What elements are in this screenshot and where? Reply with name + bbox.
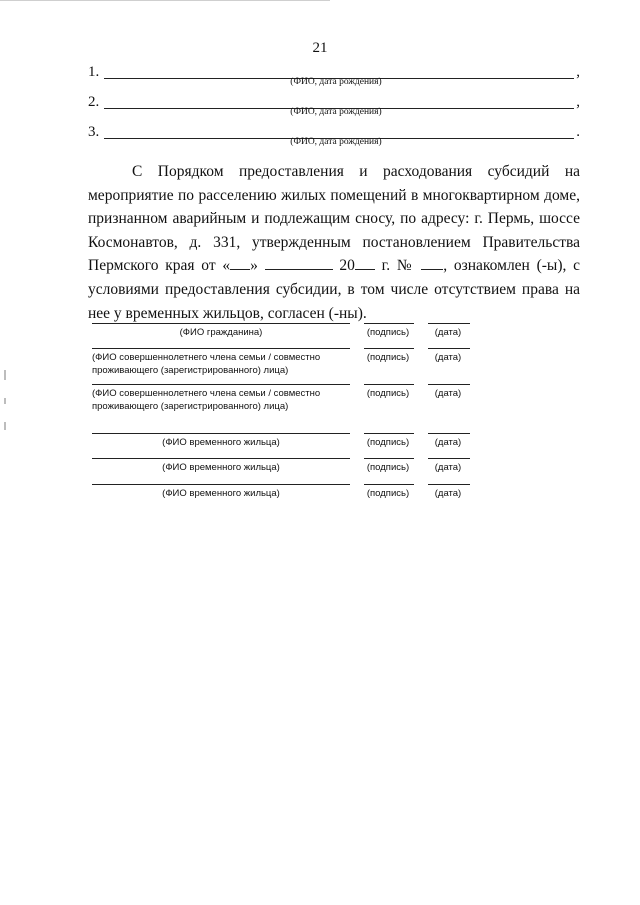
fio-line-number: 2.: [88, 94, 100, 110]
podpis-signature-rule[interactable]: [364, 348, 414, 349]
fio-label: (ФИО совершеннолетнего члена семьи / совместно проживающего (зарегистрированного) лица): [92, 352, 321, 376]
signature-row-family-member: [92, 348, 472, 388]
date-label: (дата): [434, 327, 462, 338]
date-signature-rule[interactable]: [428, 484, 470, 485]
month-blank[interactable]: [265, 257, 333, 270]
podpis-signature-rule[interactable]: [364, 323, 414, 324]
fio-line-punct: .: [576, 124, 580, 140]
scan-top-edge: [0, 0, 330, 1]
scan-artifact: [4, 398, 6, 404]
date-label: (дата): [434, 352, 462, 363]
podpis-label: (подпись): [366, 352, 410, 363]
date-signature-rule[interactable]: [428, 458, 470, 459]
fio-line-punct: ,: [576, 64, 580, 80]
date-label: (дата): [434, 488, 462, 499]
date-signature-rule[interactable]: [428, 323, 470, 324]
date-signature-rule[interactable]: [428, 348, 470, 349]
statement-text: 20: [332, 257, 355, 275]
podpis-signature-rule[interactable]: [364, 433, 414, 434]
fio-label: (ФИО совершеннолетнего члена семьи / совместно проживающего (зарегистрированного) лица): [92, 388, 321, 412]
date-label: (дата): [434, 388, 462, 399]
fio-signature-rule[interactable]: [92, 323, 350, 324]
fio-line-number: 3.: [88, 124, 100, 140]
statement-text: С Порядком предоставления и расходования субсидий на мероприятие по расселению жилых помещений в многоквартирном доме, признанном аварийным и подлежащим сносу, по адресу: г. Пермь, шоссе Космонавтов, д. 331, утвержденным постановлением Правительства Пермского края от «: [88, 163, 580, 275]
fio-signature-rule[interactable]: [92, 458, 350, 459]
fio-label: (ФИО временного жильца): [162, 437, 280, 448]
fio-line-1: [88, 64, 584, 94]
statement-text: , ознакомлен (-ы), с условиями предоставления субсидии, в том числе отсутствием права на нее у временных жильцов, согласен (-ны).: [88, 257, 581, 322]
fio-signature-rule[interactable]: [92, 484, 350, 485]
date-signature-rule[interactable]: [428, 433, 470, 434]
statement-text: г. №: [374, 257, 422, 275]
podpis-signature-rule[interactable]: [364, 458, 414, 459]
signature-row-family-member: [92, 384, 472, 424]
fio-line-number: 1.: [88, 64, 100, 80]
podpis-label: (подпись): [366, 462, 410, 473]
signature-row-temp-resident: [92, 484, 472, 524]
day-blank[interactable]: [230, 257, 250, 270]
fio-signature-rule[interactable]: [92, 348, 350, 349]
scan-artifact: [4, 422, 6, 430]
fio-caption: (ФИО, дата рождения): [290, 77, 382, 87]
fio-signature-rule[interactable]: [92, 384, 350, 385]
statement-text: »: [250, 257, 265, 275]
fio-line-2: [88, 94, 584, 124]
date-label: (дата): [434, 437, 462, 448]
page-number: 21: [312, 40, 328, 56]
scan-artifact: [4, 370, 6, 380]
podpis-label: (подпись): [366, 388, 410, 399]
fio-label: (ФИО временного жильца): [162, 488, 280, 499]
fio-line-3: [88, 124, 584, 154]
podpis-label: (подпись): [366, 327, 410, 338]
date-signature-rule[interactable]: [428, 384, 470, 385]
year-blank[interactable]: [355, 257, 375, 270]
fio-signature-rule[interactable]: [92, 433, 350, 434]
consent-statement: [88, 160, 580, 325]
podpis-signature-rule[interactable]: [364, 484, 414, 485]
fio-label: (ФИО гражданина): [179, 327, 263, 338]
podpis-label: (подпись): [366, 437, 410, 448]
number-blank[interactable]: [421, 257, 443, 270]
date-label: (дата): [434, 462, 462, 473]
fio-line-punct: ,: [576, 94, 580, 110]
podpis-label: (подпись): [366, 488, 410, 499]
podpis-signature-rule[interactable]: [364, 384, 414, 385]
fio-caption: (ФИО, дата рождения): [290, 107, 382, 117]
fio-caption: (ФИО, дата рождения): [290, 137, 382, 147]
fio-label: (ФИО временного жильца): [162, 462, 280, 473]
